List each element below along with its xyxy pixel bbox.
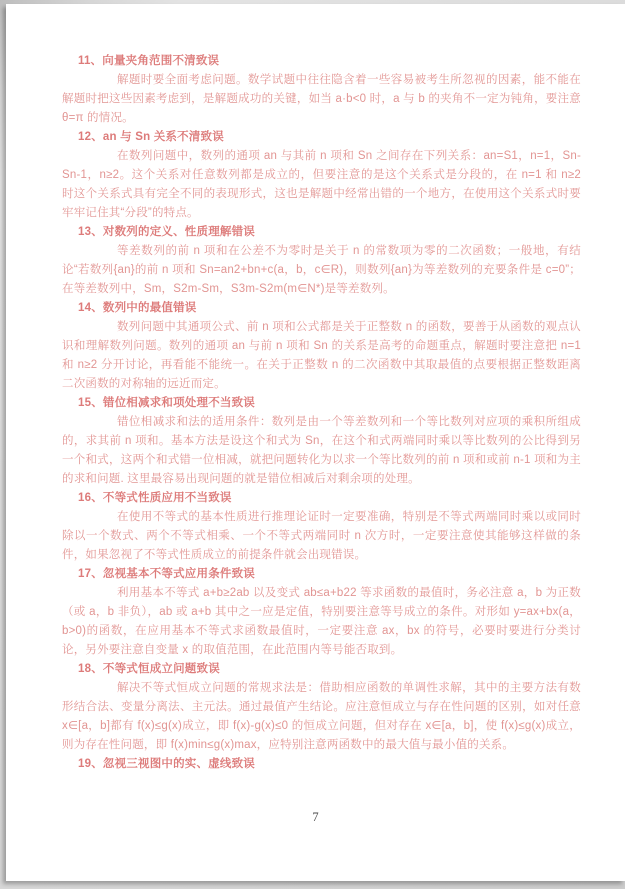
section-body: 在数列问题中，数列的通项 an 与其前 n 项和 Sn 之间存在下列关系：an=S1，n=1，Sn-Sn-1，n≥2。这个关系对任意数列都是成立的，但要注意的是这个关系式是分段的，在 n=1 和 n≥2 时这个关系式具有完全不同的表现形式，这也是解题中经常出错的一个地方，在使用这个关系式时要牢牢记住其“分段”的特点。 [62,150,581,219]
section-body: 利用基本不等式 a+b≥2ab 以及变式 ab≤a+b22 等求函数的最值时，务必注意 a，b 为正数（或 a，b 非负），ab 或 a+b 其中之一应是定值，特别要注意等号成立的条件。对形如 y=ax+bx(a，b>0)的函数，在应用基本不等式求函数最值时，一定要注意 ax，bx 的符号，必要时要进行分类讨论，另外要注意自变量 x 的取值范围，在此范围内等号能否取到。 [62,587,581,656]
section-title: 14、数列中的最值错误 [78,302,197,314]
section-title: 17、忽视基本不等式应用条件致误 [78,568,255,580]
section-title: 11、向量夹角范围不清致误 [78,55,220,67]
section-body: 解题时要全面考虑问题。数学试题中往往隐含着一些容易被考生所忽视的因素，能不能在解题时把这些因素考虑到，是解题成功的关键，如当 a·b<0 时，a 与 b 的夹角不一定为钝角，要注意 θ=π 的情况。 [62,74,581,124]
section-13 [62,223,581,299]
section-body: 错位相减求和法的适用条件：数列是由一个等差数列和一个等比数列对应项的乘积所组成的，求其前 n 项和。基本方法是设这个和式为 Sn，在这个和式两端同时乘以等比数列的公比得到另一个和式，这两个和式错一位相减，就把问题转化为以求一个等比数列的前 n 项和或前 n-1 项和为主的求和问题. 这里最容易出现问题的就是错位相减后对剩余项的处理。 [62,416,581,485]
section-body: 数列问题中其通项公式、前 n 项和公式都是关于正整数 n 的函数，要善于从函数的观点认识和理解数列问题。数列的通项 an 与前 n 项和 Sn 的关系是高考的命题重点，解题时要注意把 n=1 和 n≥2 分开讨论，再看能不能统一。在关于正整数 n 的二次函数中其取最值的点要根据正整数距离二次函数的对称轴的远近而定。 [62,321,581,390]
section-title: 19、忽视三视图中的实、虚线致误 [78,758,255,770]
document-page [6,4,625,881]
section-18 [62,660,581,755]
section-body: 在使用不等式的基本性质进行推理论证时一定要准确，特别是不等式两端同时乘以或同时除以一个数式、两个不等式相乘、一个不等式两端同时 n 次方时，一定要注意使其能够这样做的条件，如果忽视了不等式性质成立的前提条件就会出现错误。 [62,511,581,561]
section-title: 13、对数列的定义、性质理解错误 [78,226,255,238]
section-title: 12、an 与 Sn 关系不清致误 [78,131,224,143]
section-19 [62,755,581,774]
section-14 [62,299,581,394]
section-title: 18、不等式恒成立问题致误 [78,663,220,675]
section-title: 16、不等式性质应用不当致误 [78,492,232,504]
section-title: 15、错位相减求和项处理不当致误 [78,397,255,409]
section-body: 等差数列的前 n 项和在公差不为零时是关于 n 的常数项为零的二次函数；一般地，有结论“若数列{an}的前 n 项和 Sn=an2+bn+c(a，b，c∈R)，则数列{an}为等差数列的充要条件是 c=0”；在等差数列中，Sm，S2m-Sm，S3m-S2m(m∈N*)是等差数列。 [62,245,581,295]
page-number: 7 [312,810,319,824]
section-11 [62,52,581,128]
section-12 [62,128,581,223]
section-17 [62,565,581,660]
section-16 [62,489,581,565]
section-15 [62,394,581,489]
section-body: 解决不等式恒成立问题的常规求法是：借助相应函数的单调性求解，其中的主要方法有数形结合法、变量分离法、主元法。通过最值产生结论。应注意恒成立与存在性问题的区别，如对任意 x∈[a，b]都有 f(x)≤g(x)成立，即 f(x)-g(x)≤0 的恒成立问题，但对存在 x∈[a，b]，使 f(x)≤g(x)成立，则为存在性问题，即 f(x)min≤g(x)max，应特别注意两函数中的最大值与最小值的关系。 [62,682,581,751]
document-content [6,4,625,774]
